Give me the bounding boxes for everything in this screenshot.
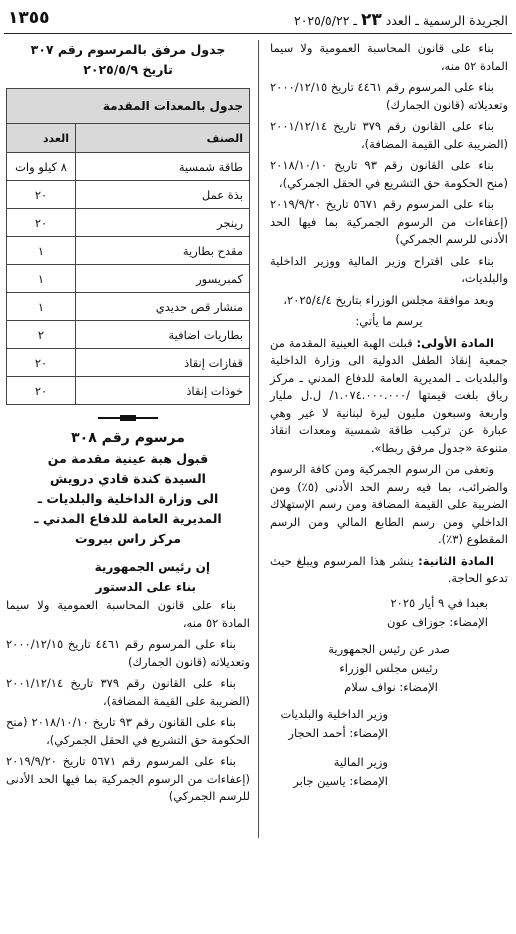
table-row bbox=[7, 293, 250, 321]
annex-title: جدول مرفق بالمرسوم رقم ٣٠٧ bbox=[30, 42, 226, 57]
issued-by: صدر عن رئيس الجمهورية bbox=[328, 641, 450, 656]
basis-clause: بناء على القانون رقم ٩٣ تاريخ ٢٠١٨/١٠/١٠ (منح الحكومة حق التشريع في الحقل الجمركي)، bbox=[270, 158, 508, 190]
interior-minister-title: وزير الداخلية والبلديات bbox=[280, 706, 388, 721]
decree-number: مرسوم رقم ٣٠٨ bbox=[71, 430, 185, 446]
basis-clause: بناء على المرسوم رقم ٤٤٦١ تاريخ ٢٠٠٠/١٢/١٥ وتعديلاته (قانون الجمارك) bbox=[270, 80, 508, 112]
item-cell: بذة عمل bbox=[76, 181, 250, 209]
qty-cell: ٢٠ bbox=[7, 181, 76, 209]
basis-clause: بناء على المرسوم رقم ٥٦٧١ تاريخ ٢٠١٩/٩/٢٠ (إعفاءات من الرسوم الجمركية بما فيها الحد الأدنى للرسم الجمركي) bbox=[270, 197, 508, 246]
item-cell: رينجر bbox=[76, 209, 250, 237]
section-separator bbox=[98, 415, 158, 421]
table-row bbox=[7, 181, 250, 209]
qty-cell: ٨ كيلو وات bbox=[7, 153, 76, 181]
article-1-exemption: وتعفى من الرسوم الجمركية ومن كافة الرسوم والضرائب، بما فيه رسم الحد الأدنى (٥٪) ومن الضريبة على القيمة المضافة ومن رسم الإستهلاك الداخلي ومن رسم الطابع المالي ومن الرسم المقطوع (٣٪). bbox=[270, 462, 508, 546]
basis-clause: بناء على المرسوم رقم ٤٤٦١ تاريخ ٢٠٠٠/١٢/١٥ وتعديلاته (قانون الجمارك) bbox=[6, 637, 250, 669]
gazette-name: الجريدة الرسمية ـ العدد bbox=[385, 13, 508, 28]
basis-clause: وبعد موافقة مجلس الوزراء بتاريخ ٢٠٢٥/٤/٤، bbox=[283, 292, 494, 307]
article-1-text: قبلت الهبة العينية المقدمة من جمعية إنقاذ الطفل الدولية الى وزارة الداخلية والبلديات ـ المديرية العامة للدفاع المدني ـ مركز رياق بلغت قيمتها /١.٠٧٤.٠٠٠.٠٠٠/ ل.ل مليار واربعة وسبعون مليون ليرة لبنانية لا غير وهي عبارة عن تركيب طاقة شمسية ومعدات انقاذ متنوعة «جدول مرفق ربطا». bbox=[270, 335, 509, 455]
item-cell: مقدح بطارية bbox=[76, 237, 250, 265]
basis-clause: بناء على القانون رقم ٩٣ تاريخ ٢٠١٨/١٠/١٠ (منح الحكومة حق التشريع في الحقل الجمركي)، bbox=[6, 715, 250, 747]
qty-cell: ١ bbox=[7, 237, 76, 265]
qty-cell: ٢٠ bbox=[7, 349, 76, 377]
qty-cell: ٢٠ bbox=[7, 377, 76, 405]
decree-subject-line: الى وزارة الداخلية والبلديات ـ bbox=[37, 491, 219, 506]
item-cell: قفازات إنقاذ bbox=[76, 349, 250, 377]
article-1 bbox=[270, 335, 508, 458]
basis-clause: بناء على القانون رقم ٣٧٩ تاريخ ٢٠٠١/١٢/١٤ (الضريبة على القيمة المضافة)، bbox=[6, 676, 250, 708]
decree-subject-line: المديرية العامة للدفاع المدني ـ bbox=[34, 511, 222, 526]
basis-clause: بناء على القانون رقم ٣٧٩ تاريخ ٢٠٠١/١٢/١٤ (الضريبة على القيمة المضافة)، bbox=[270, 119, 508, 151]
qty-cell: ١ bbox=[7, 293, 76, 321]
decree-subject-line: السيدة كندة قادي درويش bbox=[50, 471, 206, 486]
left-column bbox=[6, 40, 250, 810]
gazette-title bbox=[294, 10, 508, 30]
signatures bbox=[270, 594, 508, 791]
header-divider bbox=[4, 33, 512, 34]
item-cell: خوذات إنقاذ bbox=[76, 377, 250, 405]
basis-clause: بناء على المرسوم رقم ٥٦٧١ تاريخ ٢٠١٩/٩/٢٠ (إعفاءات من الرسوم الجمركية بما فيها الحد الأدنى للرسم الجمركي) bbox=[6, 754, 250, 803]
item-cell: منشار قص حديدي bbox=[76, 293, 250, 321]
article-2-text: ينشر هذا المرسوم ويبلغ حيث تدعو الحاجة. bbox=[270, 553, 508, 585]
column-divider bbox=[258, 40, 259, 838]
qty-cell: ٢٠ bbox=[7, 209, 76, 237]
article-1-label: المادة الأولى: bbox=[416, 335, 494, 350]
table-row bbox=[7, 209, 250, 237]
column-header-item: الصنف bbox=[76, 124, 250, 153]
pm-signature: الإمضاء: نواف سلام bbox=[344, 679, 438, 694]
constitution-line: بناء على الدستور bbox=[95, 580, 196, 594]
item-cell: طاقة شمسية bbox=[76, 153, 250, 181]
article-2 bbox=[270, 553, 508, 588]
decrees-line: يرسم ما يأتي: bbox=[355, 314, 423, 328]
item-cell: كمبريسور bbox=[76, 265, 250, 293]
president-line: إن رئيس الجمهورية bbox=[94, 560, 210, 574]
basis-clause: بناء على قانون المحاسبة العمومية ولا سيما المادة ٥٢ منه، bbox=[270, 41, 508, 73]
qty-cell: ٢ bbox=[7, 321, 76, 349]
basis-clause: بناء على اقتراح وزير المالية ووزير الداخلية والبلديات، bbox=[270, 253, 508, 285]
item-cell: بطاريات اضافية bbox=[76, 321, 250, 349]
page-header bbox=[0, 0, 516, 34]
place-date: بعبدا في ٩ أيار ٢٠٢٥ bbox=[390, 595, 488, 610]
page-number: ١٣٥٥ bbox=[8, 8, 50, 28]
table-row bbox=[7, 377, 250, 405]
table-row bbox=[7, 237, 250, 265]
article-2-label: المادة الثانية: bbox=[418, 553, 494, 568]
annex-date: تاريخ ٢٠٢٥/٥/٩ bbox=[83, 62, 173, 77]
right-column bbox=[270, 40, 508, 791]
issue-number: ٢٣ bbox=[361, 10, 382, 30]
pm-title: رئيس مجلس الوزراء bbox=[339, 660, 438, 675]
table-caption: جدول بالمعدات المقدمة bbox=[7, 89, 250, 124]
basis-clause: بناء على قانون المحاسبة العمومية ولا سيما المادة ٥٢ منه، bbox=[6, 598, 250, 630]
finance-minister-title: وزير المالية bbox=[333, 754, 388, 769]
issue-date: ـ ٢٠٢٥/٥/٢٢ bbox=[293, 13, 358, 28]
interior-minister-signature: الإمضاء: أحمد الحجار bbox=[288, 725, 388, 740]
table-row bbox=[7, 265, 250, 293]
decree-subject-line: قبول هبة عينية مقدمة من bbox=[47, 451, 209, 466]
decree-subject-line: مركز راس بيروت bbox=[75, 531, 181, 546]
equipment-table bbox=[6, 88, 250, 405]
column-header-qty: العدد bbox=[7, 124, 76, 153]
table-row bbox=[7, 153, 250, 181]
qty-cell: ١ bbox=[7, 265, 76, 293]
president-signature: الإمضاء: جوزاف عون bbox=[387, 614, 488, 629]
table-row bbox=[7, 321, 250, 349]
finance-minister-signature: الإمضاء: ياسين جابر bbox=[293, 773, 388, 788]
table-row bbox=[7, 349, 250, 377]
